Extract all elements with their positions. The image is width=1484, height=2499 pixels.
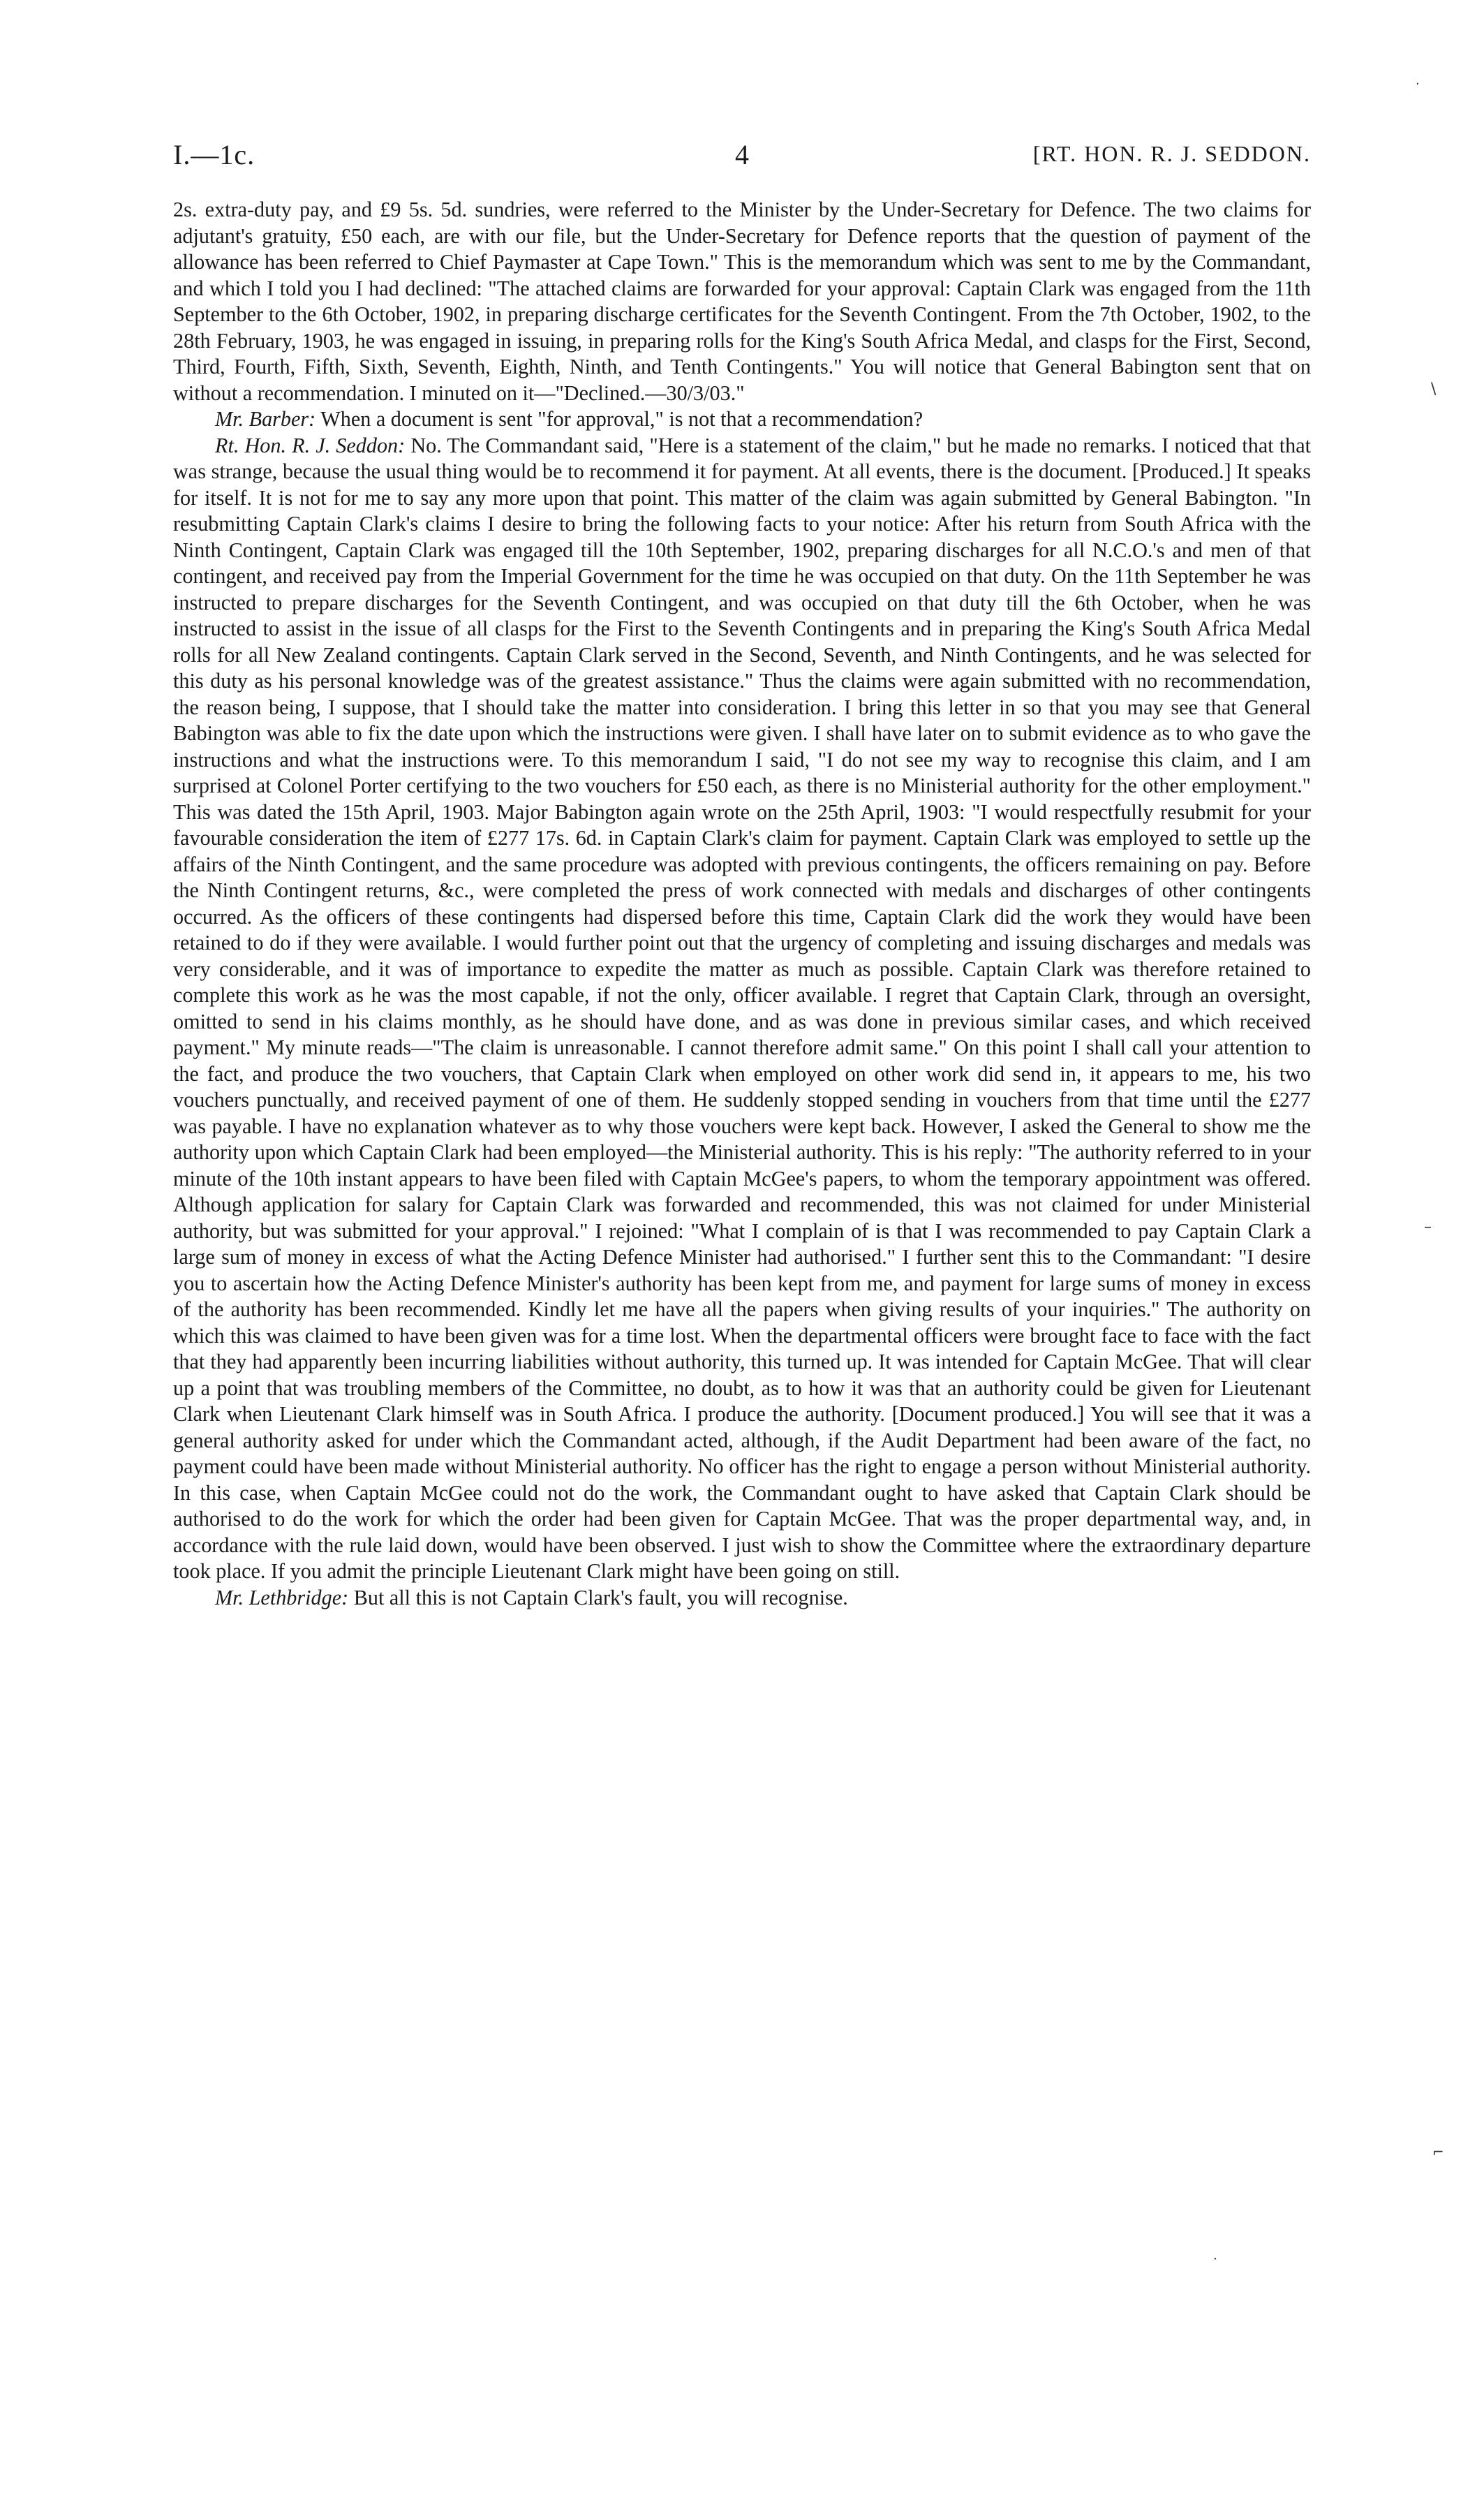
paragraph-text: No. The Commandant said, "Here is a statement of the claim," but he made no remarks. I noticed that that was strange, because the usual thing would be to recommend it for payment. At all events, there is the document. [Produced.] It speaks for itself. It is not for me to say any more upon that point. This matter of the claim was again submitted by General Babington. "In resubmitting Captain Clark's claims I desire to bring the following facts to your notice: After his return from South Africa with the Ninth Contingent, Captain Clark was engaged till the 10th September, 1902, preparing discharges for all N.C.O.'s and men of that contingent, and received pay from the Imperial Government for the time he was occupied on that duty. On the 11th September he was instructed to prepare discharges for the Seventh Contingent, and was occupied on that duty till the 6th October, when he was instructed to assist in the issue of all clasps for the First to the Seventh Contingents and in preparing the King's South Africa Medal rolls for all New Zealand contingents. Captain Clark served in the Second, Seventh, and Ninth Contingents, and he was selected for this duty as his personal knowledge was of the greatest assistance." Thus the claims were again submitted with no recommendation, the reason being, I suppose, that I should take the matter into consideration. I bring this letter in so that you may see that General Babington was able to fix the date upon which the instructions were given. I shall have later on to submit evidence as to who gave the instructions and what the instructions were. To this memorandum I said, "I do not see my way to recognise this claim, and I am surprised at Colonel Porter certifying to the two vouchers for £50 each, as there is no Ministerial authority for the other employment." This was dated the 15th April, 1903. Major Babington again wrote on the 25th April, 1903: "I would respectfully resubmit for your favourable consideration the item of £277 17s. 6d. in Captain Clark's claim for payment. Captain Clark was employed to settle up the affairs of the Ninth Contingent, and the same procedure was adopted with previous contingents, the officers remaining on pay. Before the Ninth Contingent returns, &c., were completed the press of work connected with medals and discharges of other contingents occurred. As the officers of these contingents had dispersed before this time, Captain Clark did the work they would have been retained to do if they were available. I would further point out that the urgency of completing and issuing discharges and medals was very considerable, and it was of importance to expedite the matter as much as possible. Captain Clark was therefore retained to complete this work as he was the most capable, if not the only, officer available. I regret that Captain Clark, through an oversight, omitted to send in his claims monthly, as he should have done, and as was done in previous similar cases, and which received payment." My minute reads—"The claim is unreasonable. I cannot therefore admit same." On this point I shall call your attention to the fact, and produce the two vouchers, that Captain Clark when employed on other work did send in, it appears to me, his two vouchers punctually, and received payment of one of them. He suddenly stopped sending in vouchers from that time until the £277 was payable. I have no explanation whatever as to why those vouchers were kept back. However, I asked the General to show me the authority upon which Captain Clark had been employed—the Ministerial authority. This is his reply: "The authority referred to in your minute of the 10th instant appears to have been filed with Captain McGee's papers, to whom the temporary appointment was offered. Although application for salary for Captain Clark was forwarded and recommended, this was not claimed for under Ministerial authority, but was submitted for your approval." I rejoined: "What I complain of is that I was recommended to pay Captain Clark a large sum of money in excess of what the Acting Defence Minister had authorised." I further sent this to the Commandant: "I desire you to ascertain how the Acting Defence Minister's authority has been kept from me, and payment for large sums of money in excess of the authority has been recommended. Kindly let me have all the papers when giving results of your inquiries." The authority on which this was claimed to have been given was for a time lost. When the departmental officers were brought face to face with the fact that they had apparently been incurring liabilities without authority, this turned up. It was intended for Captain McGee. That will clear up a point that was troubling members of the Committee, no doubt, as to how it was that an authority could be given for Lieutenant Clark when Lieutenant Clark himself was in South Africa. I produce the authority. [Document produced.] You will see that it was a general authority asked for under which the Commandant acted, although, if the Audit Department had been aware of the fact, no payment could have been made without Ministerial authority. No officer has the right to engage a person without Ministerial authority. In this case, when Captain McGee could not do the work, the Commandant ought to have asked that Captain Clark should be authorised to do the work for which the order had been given for Captain McGee. That was the proper departmental way, and, in accordance with the rule laid down, would have been observed. I just wish to show the Committee where the extraordinary departure took place. If you admit the principle Lieutenant Clark might have been going on still. — [173, 433, 1311, 1583]
page-number: 4 — [735, 139, 749, 170]
speaker-name: Mr. Barber: — [215, 407, 316, 431]
paragraph — [173, 406, 1311, 433]
paragraph-text: When a document is sent "for approval," is not that a recommendation? — [320, 407, 923, 431]
running-head: [RT. HON. R. J. SEDDON. — [1032, 141, 1311, 166]
scan-mark: · — [1416, 77, 1420, 91]
page-header — [173, 138, 1311, 177]
scan-mark: – — [1424, 1218, 1432, 1236]
speaker-name: Mr. Lethbridge: — [215, 1585, 349, 1609]
paragraph-text: But all this is not Captain Clark's fault, you will recognise. — [353, 1585, 848, 1609]
document-reference: I.—1c. — [173, 139, 255, 170]
scan-mark: · — [1213, 2252, 1217, 2266]
scan-mark: \ — [1431, 381, 1437, 398]
paragraph — [173, 1585, 1311, 1612]
speaker-name: Rt. Hon. R. J. Seddon: — [215, 433, 406, 457]
body-text — [173, 197, 1311, 1611]
paragraph — [173, 433, 1311, 1585]
scan-mark: ⌐ — [1432, 2144, 1444, 2160]
paragraph-text: 2s. extra-duty pay, and £9 5s. 5d. sundries, were referred to the Minister by the Under-Secretary for Defence. The two claims for adjutant's gratuity, £50 each, are with our file, but the Under-Secretary for Defence reports that the question of payment of the allowance has been referred to Chief Paymaster at Cape Town." This is the memorandum which was sent to me by the Commandant, and which I told you I had declined: "The attached claims are forwarded for your approval: Captain Clark was engaged from the 11th September to the 6th October, 1902, in preparing discharge certificates for the Seventh Contingent. From the 7th October, 1902, to the 28th February, 1903, he was engaged in issuing, in preparing rolls for the King's South Africa Medal, and clasps for the First, Second, Third, Fourth, Fifth, Sixth, Seventh, Eighth, Ninth, and Tenth Contingents." You will notice that General Babington sent that on without a recommendation. I minuted on it—"Declined.—30/3/03." — [173, 198, 1311, 405]
paragraph — [173, 197, 1311, 406]
